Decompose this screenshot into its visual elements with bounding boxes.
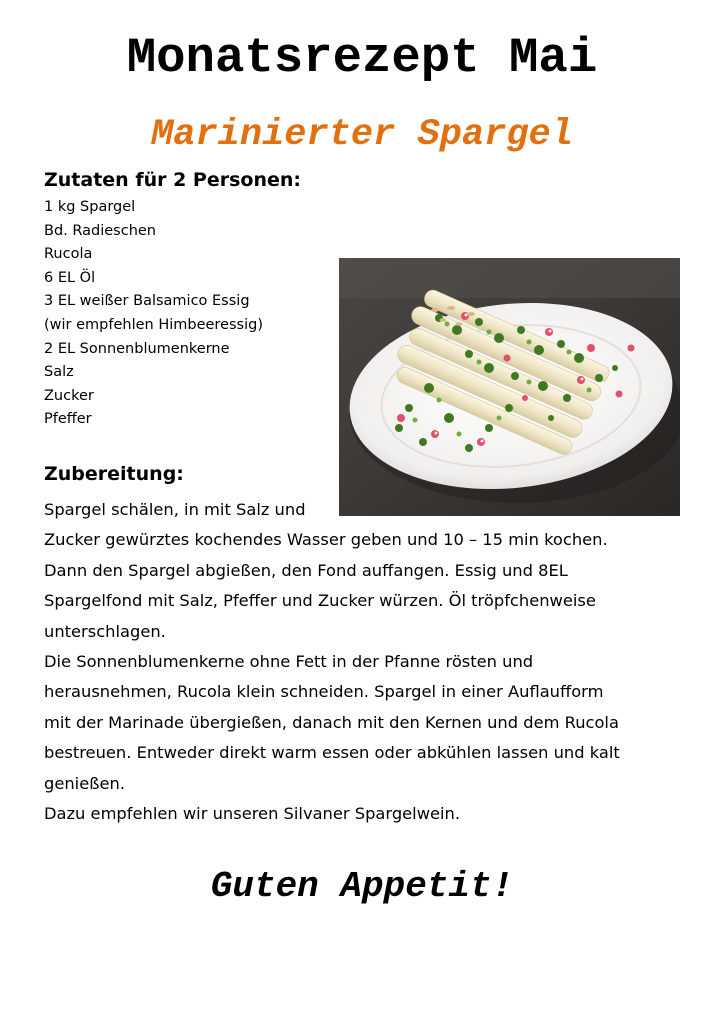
preparation-line: Die Sonnenblumenkerne ohne Fett in der Pfanne rösten und xyxy=(44,652,534,672)
ingredient-item: Salz xyxy=(44,364,74,381)
preparation-heading: Zubereitung: xyxy=(44,463,184,485)
preparation-line: bestreuen. Entweder direkt warm essen oder abkühlen lassen und kalt xyxy=(44,743,620,763)
preparation-text xyxy=(44,495,684,829)
ingredient-item: (wir empfehlen Himbeeressig) xyxy=(44,316,263,333)
preparation-line: Zucker gewürztes kochendes Wasser geben und 10 – 15 min kochen. xyxy=(44,530,608,550)
page-title: Monatsrezept Mai xyxy=(126,30,598,86)
preparation-line: Spargelfond mit Salz, Pfeffer und Zucker würzen. Öl tröpfchenweise xyxy=(44,591,596,611)
preparation-line: mit der Marinade übergießen, danach mit den Kernen und dem Rucola xyxy=(44,712,619,732)
ingredient-item: 3 EL weißer Balsamico Essig xyxy=(44,293,250,310)
ingredient-item: Zucker xyxy=(44,387,94,404)
preparation-line: Spargel schälen, in mit Salz und xyxy=(44,500,306,519)
ingredients-list xyxy=(44,196,263,432)
preparation-line: genießen. xyxy=(44,773,125,793)
ingredient-item: Bd. Radieschen xyxy=(44,222,156,239)
closing-text: Guten Appetit! xyxy=(210,866,514,907)
preparation-line: herausnehmen, Rucola klein schneiden. Spargel in einer Auflaufform xyxy=(44,682,604,702)
ingredient-item: 6 EL Öl xyxy=(44,269,96,286)
ingredient-item: 1 kg Spargel xyxy=(44,199,136,215)
preparation-line: unterschlagen. xyxy=(44,621,166,641)
ingredient-item: Rucola xyxy=(44,246,93,263)
ingredient-item: Pfeffer xyxy=(44,411,92,428)
recipe-title: Marinierter Spargel xyxy=(151,114,573,156)
preparation-line: Dann den Spargel abgießen, den Fond auffangen. Essig und 8EL xyxy=(44,560,568,580)
dish-photo-icon xyxy=(339,258,680,516)
dish-photo xyxy=(339,258,680,516)
ingredients-heading: Zutaten für 2 Personen: xyxy=(44,169,302,191)
preparation-line: Dazu empfehlen wir unseren Silvaner Spargelwein. xyxy=(44,804,461,824)
ingredient-item: 2 EL Sonnenblumenkerne xyxy=(44,340,230,357)
